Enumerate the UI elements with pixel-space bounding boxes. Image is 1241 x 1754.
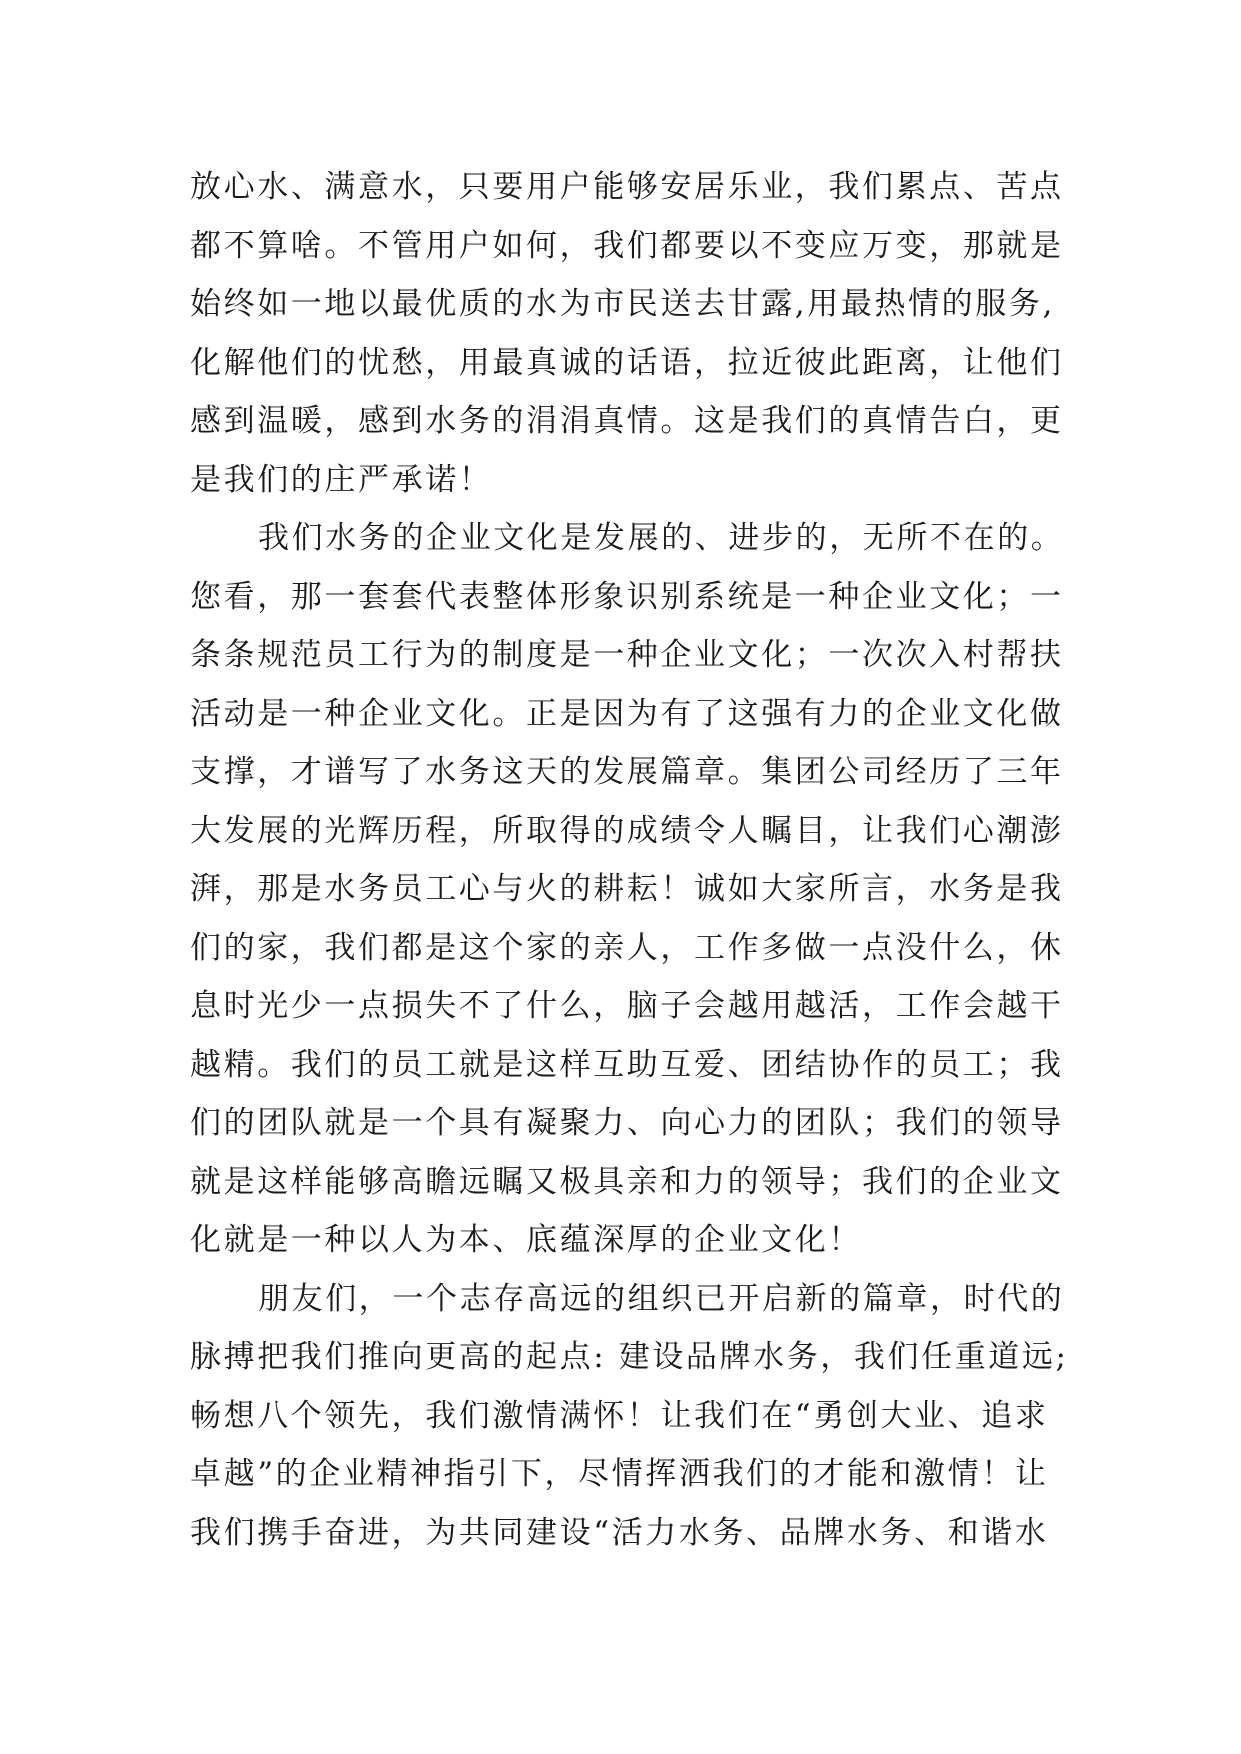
text-line: 畅想八个领先，我们激情满怀！让我们在“勇创大业、追求: [190, 1397, 1049, 1434]
text-line: 感到温暖，感到水务的涓涓真情。这是我们的真情告白，更: [190, 403, 1064, 439]
text-line: 条条规范员工行为的制度是一种企业文化；一次次入村帮扶: [190, 637, 1064, 673]
paragraph-start-line: 朋友们，一个志存高远的组织已开启新的篇章，时代的: [258, 1280, 1065, 1317]
text-line: 卓越”的企业精神指引下，尽情挥洒我们的才能和激情！让: [190, 1456, 1049, 1492]
text-line: 支撑，才谱写了水务这天的发展篇章。集团公司经历了三年: [190, 754, 1064, 790]
text-line: 们的家，我们都是这个家的亲人，工作多做一点没什么，休: [190, 929, 1064, 966]
text-line: 始终如一地以最优质的水为市民送去甘露,用最热情的服务,: [190, 286, 1055, 322]
text-line: 您看，那一套套代表整体形象识别系统是一种企业文化；一: [190, 578, 1064, 615]
text-line: 湃，那是水务员工心与火的耕耘！诚如大家所言，水务是我: [190, 871, 1064, 907]
text-line: 脉搏把我们推向更高的起点: 建设品牌水务，我们任重道远;: [190, 1339, 1069, 1375]
text-line: 越精。我们的员工就是这样互助互爱、团结协作的员工；我: [190, 1046, 1064, 1083]
paragraph-start-line: 我们水务的企业文化是发展的、进步的，无所不在的。: [258, 520, 1065, 556]
text-line: 都不算啥。不管用户如何，我们都要以不变应万变，那就是: [190, 227, 1064, 264]
body-text: [190, 158, 1090, 1562]
text-line: 放心水、满意水，只要用户能够安居乐业，我们累点、苦点: [190, 169, 1064, 205]
text-line: 化就是一种以人为本、底蕴深厚的企业文化！: [190, 1222, 862, 1258]
text-line: 大发展的光辉历程，所取得的成绩令人瞩目，让我们心潮澎: [190, 812, 1064, 849]
text-line: 活动是一种企业文化。正是因为有了这强有力的企业文化做: [190, 695, 1064, 732]
text-line: 化解他们的忧愁，用最真诚的话语，拉近彼此距离，让他们: [190, 344, 1064, 381]
text-line: 我们携手奋进，为共同建设“活力水务、品牌水务、和谐水: [190, 1514, 1049, 1551]
text-line: 是我们的庄严承诺！: [190, 461, 493, 498]
text-line: 息时光少一点损失不了什么，脑子会越用越活，工作会越干: [190, 988, 1064, 1024]
text-line: 们的团队就是一个具有凝聚力、向心力的团队；我们的领导: [190, 1105, 1064, 1141]
text-line: 就是这样能够高瞻远瞩又极具亲和力的领导；我们的企业文: [190, 1163, 1064, 1200]
